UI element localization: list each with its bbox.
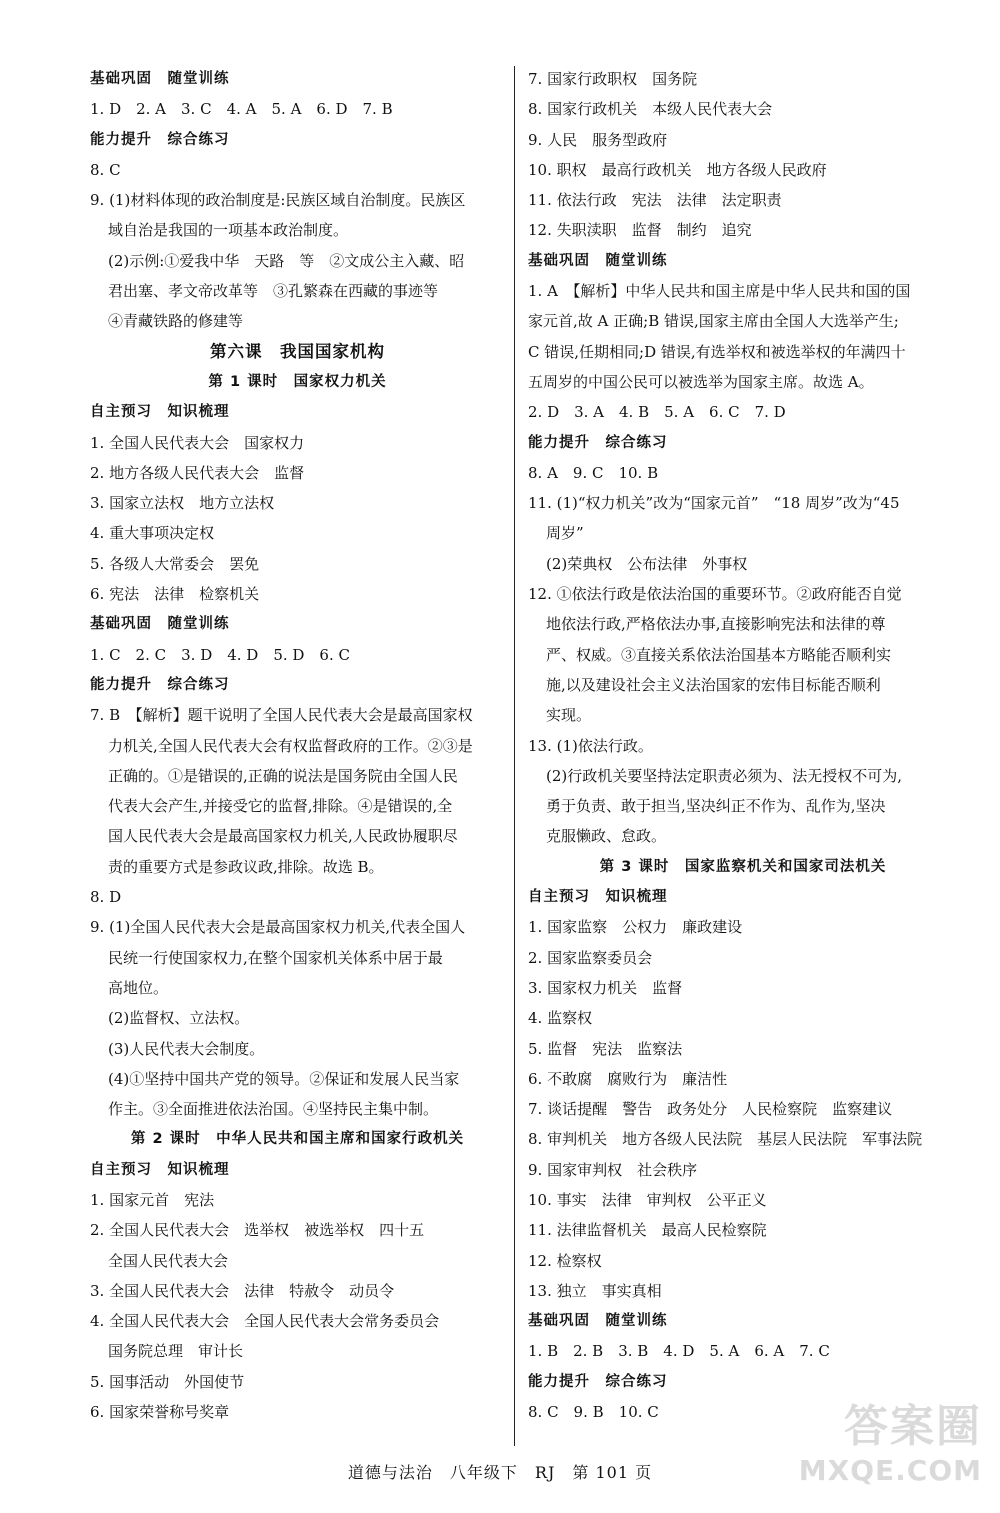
- text-line: 9. 人民 服务型政府: [528, 130, 668, 149]
- text-line: 11. 法律监督机关 最高人民检察院: [528, 1221, 767, 1240]
- text-line: 6. 国家荣誉称号奖章: [90, 1403, 230, 1422]
- text-line: (3)人民代表大会制度。: [108, 1039, 265, 1058]
- text-line: 8. C: [90, 160, 121, 179]
- text-line: 6. 宪法 法律 检察机关: [90, 585, 260, 604]
- text-line: 13. (1)依法行政。: [528, 736, 653, 755]
- text-line: 1. 国家监察 公权力 廉政建设: [528, 918, 743, 937]
- text-line: ④青藏铁路的修建等: [108, 312, 244, 331]
- text-line: 4. 全国人民代表大会 全国人民代表大会常务委员会: [90, 1312, 440, 1331]
- text-line: 2. 地方各级人民代表大会 监督: [90, 463, 305, 482]
- text-line: 周岁”: [546, 524, 584, 543]
- text-line: (2)示例:①爱我中华 天路 等 ②文成公主入藏、昭: [108, 251, 465, 270]
- text-line: 克服懒政、怠政。: [546, 827, 667, 846]
- text-line: 域自治是我国的一项基本政治制度。: [108, 221, 349, 240]
- text-line: 家元首,故 A 正确;B 错误,国家主席由全国人大选举产生;: [528, 312, 899, 331]
- text-line: 10. 职权 最高行政机关 地方各级人民政府: [528, 160, 827, 179]
- text-line: 6. 不敢腐 腐败行为 廉洁性: [528, 1069, 728, 1088]
- text-line: 8. D: [90, 888, 122, 907]
- text-line: 5. 国事活动 外国使节: [90, 1372, 245, 1391]
- text-line: (4)①坚持中国共产党的领导。②保证和发展人民当家: [108, 1069, 460, 1088]
- lesson-title: 第 2 课时 中华人民共和国主席和国家行政机关: [130, 1131, 465, 1148]
- text-line: 1. D 2. A 3. C 4. A 5. A 6. D 7. B: [90, 100, 393, 119]
- text-line: C 错误,任期相同;D 错误,有选举权和被选举权的年满四十: [528, 342, 906, 361]
- text-line: 君出塞、孝文帝改革等 ③孔繁森在西藏的事迹等: [108, 282, 439, 301]
- text-line: 7. 谈话提醒 警告 政务处分 人民检察院 监察建议: [528, 1100, 893, 1119]
- text-line: 国务院总理 审计长: [108, 1342, 244, 1361]
- section-heading: 基础巩固 随堂训练: [90, 71, 230, 87]
- text-line: 9. 国家审判权 社会秩序: [528, 1160, 698, 1179]
- text-line: 4. 监察权: [528, 1009, 593, 1028]
- lesson-title: 第 3 课时 国家监察机关和国家司法机关: [599, 858, 887, 875]
- text-line: 力机关,全国人民代表大会有权监督政府的工作。②③是: [108, 736, 473, 755]
- text-line: 2. 国家监察委员会: [528, 948, 653, 967]
- text-line: 1. C 2. C 3. D 4. D 5. D 6. C: [90, 645, 350, 664]
- text-line: 13. 独立 事实真相: [528, 1281, 662, 1300]
- text-line: 12. ①依法行政是依法治国的重要环节。②政府能否自觉: [528, 585, 902, 604]
- text-line: 9. (1)全国人民代表大会是最高国家权力机关,代表全国人: [90, 918, 466, 937]
- text-line: 民统一行使国家权力,在整个国家机关体系中居于最: [108, 948, 443, 967]
- text-line: (2)行政机关要坚持法定职责必须为、法无授权不可为,: [546, 766, 903, 785]
- text-line: 勇于负责、敢于担当,坚决纠正不作为、乱作为,坚决: [546, 797, 886, 816]
- text-line: 8. A 9. C 10. B: [528, 463, 659, 482]
- watermark-bottom: MXQE.COM: [798, 1454, 982, 1487]
- text-line: 3. 全国人民代表大会 法律 特赦令 动员令: [90, 1281, 395, 1300]
- text-line: 2. 全国人民代表大会 选举权 被选举权 四十五: [90, 1221, 425, 1240]
- text-line: 作主。③全面推进依法治国。④坚持民主集中制。: [108, 1100, 439, 1119]
- text-line: 8. 审判机关 地方各级人民法院 基层人民法院 军事法院: [528, 1130, 923, 1149]
- chapter-title: 第六课 我国国家机构: [210, 341, 385, 361]
- watermark-top: 答案圈: [844, 1401, 982, 1452]
- text-line: 9. (1)材料体现的政治制度是:民族区域自治制度。民族区: [90, 191, 466, 210]
- section-heading: 能力提升 综合练习: [90, 676, 230, 693]
- text-line: 7. 国家行政职权 国务院: [528, 70, 698, 88]
- text-line: 7. B 【解析】题干说明了全国人民代表大会是最高国家权: [90, 706, 473, 725]
- text-line: 严、权威。③直接关系依法治国基本方略能否顺利实: [546, 645, 892, 664]
- text-line: 1. B 2. B 3. B 4. D 5. A 6. A 7. C: [528, 1342, 830, 1361]
- text-line: 全国人民代表大会: [108, 1251, 229, 1270]
- text-line: 4. 重大事项决定权: [90, 524, 215, 543]
- text-line: 施,以及建设社会主义法治国家的宏伟目标能否顺利: [546, 675, 881, 694]
- section-heading: 能力提升 综合练习: [528, 1373, 668, 1390]
- text-line: 3. 国家权力机关 监督: [528, 978, 683, 997]
- text-line: 8. C 9. B 10. C: [528, 1403, 659, 1422]
- text-line: 10. 事实 法律 审判权 公平正义: [528, 1190, 767, 1209]
- text-line: 3. 国家立法权 地方立法权: [90, 494, 275, 513]
- column-divider: [514, 66, 515, 1446]
- text-line: (2)监督权、立法权。: [108, 1009, 250, 1028]
- text-line: 5. 监督 宪法 监察法: [528, 1039, 683, 1058]
- left-column: [90, 64, 505, 1427]
- text-line: 8. 国家行政机关 本级人民代表大会: [528, 100, 773, 119]
- text-line: 地依法行政,严格依法办事,直接影响宪法和法律的尊: [546, 615, 886, 634]
- section-heading: 基础巩固 随堂训练: [90, 616, 230, 633]
- watermark-logo: [792, 1400, 982, 1500]
- text-line: 国人民代表大会是最高国家权力机关,人民政协履职尽: [108, 827, 458, 846]
- text-line: 12. 检察权: [528, 1251, 602, 1270]
- text-line: 12. 失职渎职 监督 制约 追究: [528, 221, 752, 240]
- text-line: (2)荣典权 公布法律 外事权: [546, 554, 748, 573]
- text-line: 1. 全国人民代表大会 国家权力: [90, 433, 305, 452]
- lesson-title: 第 1 课时 国家权力机关: [208, 373, 387, 390]
- text-line: 五周岁的中国公民可以被选举为国家主席。故选 A。: [528, 372, 874, 391]
- text-line: 高地位。: [108, 978, 169, 997]
- text-line: 5. 各级人大常委会 罢免: [90, 554, 260, 573]
- text-line: 11. (1)“权力机关”改为“国家元首” “18 周岁”改为“45: [528, 494, 900, 513]
- text-line: 责的重要方式是参政议政,排除。故选 B。: [108, 857, 384, 876]
- section-heading: 自主预习 知识梳理: [90, 1161, 230, 1178]
- text-line: 11. 依法行政 宪法 法律 法定职责: [528, 191, 782, 210]
- right-column: [528, 64, 958, 1427]
- section-heading: 基础巩固 随堂训练: [528, 252, 668, 269]
- section-heading: 自主预习 知识梳理: [528, 889, 668, 906]
- text-line: 2. D 3. A 4. B 5. A 6. C 7. D: [528, 403, 786, 422]
- section-heading: 基础巩固 随堂训练: [528, 1313, 668, 1330]
- section-heading: 能力提升 综合练习: [528, 434, 668, 451]
- text-line: 代表大会产生,并接受它的监督,排除。④是错误的,全: [108, 797, 453, 816]
- text-line: 正确的。①是错误的,正确的说法是国务院由全国人民: [108, 766, 458, 785]
- text-line: 1. A 【解析】中华人民共和国主席是中华人民共和国的国: [528, 282, 911, 301]
- text-line: 1. 国家元首 宪法: [90, 1190, 215, 1209]
- page-footer: 道德与法治 八年级下 RJ 第 101 页: [347, 1463, 653, 1482]
- text-line: 实现。: [546, 706, 592, 725]
- section-heading: 自主预习 知识梳理: [90, 404, 230, 421]
- section-heading: 能力提升 综合练习: [90, 131, 230, 148]
